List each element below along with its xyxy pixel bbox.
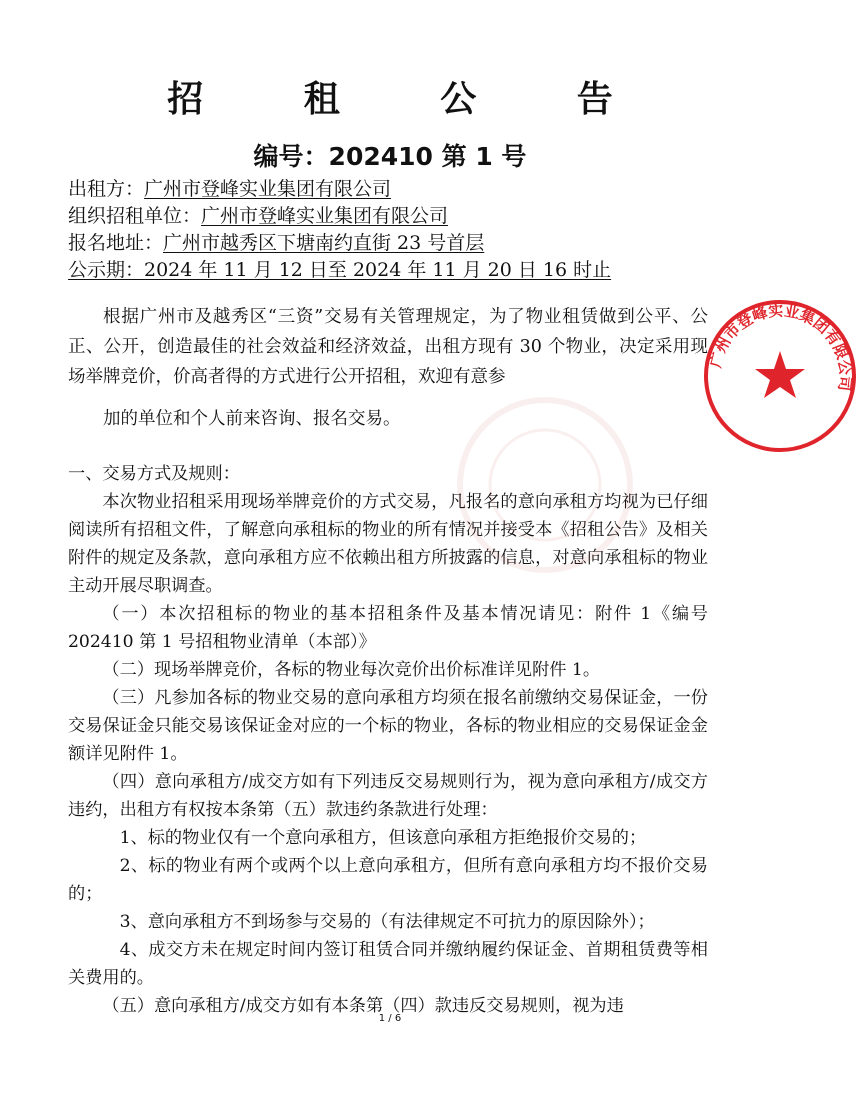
address-value: 广州市越秀区下塘南约直街 23 号首层 (163, 232, 485, 254)
organizer-label: 组织招租单位： (68, 205, 202, 227)
address-label: 报名地址： (68, 232, 164, 254)
seal-star (755, 351, 805, 398)
rule-item-1: 1、标的物业仅有一个意向承租方，但该意向承租方拒绝报价交易的； (119, 828, 647, 848)
organizer-value: 广州市登峰实业集团有限公司 (201, 205, 449, 227)
publicity-value: 公示期：2024 年 11 月 12 日至 2024 年 11 月 20 日 16 时止 (68, 259, 612, 281)
rule-item-2: 2、标的物业有两个或两个以上意向承租方，但所有意向承租方均不报价交易的； (68, 856, 708, 904)
section-1-paragraph-5: （四）意向承租方/成交方如有下列违反交易规则行为，视为意向承租方/成交方违约，出租方有权按本条第（五）款违约条款进行处理： (68, 772, 708, 820)
section-1-paragraph-4: （三）凡参加各标的物业交易的意向承租方均须在报名前缴纳交易保证金，一份交易保证金只能交易该保证金对应的一个标的物业，各标的物业相应的交易保证金金额详见附件 1。 (68, 688, 708, 764)
lessor-label: 出租方： (68, 178, 145, 200)
intro-paragraph-1: 根据广州市及越秀区“三资”交易有关管理规定，为了物业租赁做到公平、公正、公开，创造最佳的社会效益和经济效益，出租方现有 30 个物业，决定采用现场举牌竞价，价高者得的方式进行公开招租，欢迎有意参 (68, 307, 708, 387)
page-number: 1 / 6 (378, 1013, 402, 1024)
header-info (68, 176, 708, 284)
publicity-line (68, 257, 708, 284)
watermark-seal-icon (450, 390, 640, 580)
section-1-paragraph-6: （五）意向承租方/成交方如有本条第（四）款违反交易规则，视为违 (102, 996, 624, 1016)
lessor-line (68, 176, 708, 203)
company-seal-icon (700, 296, 860, 456)
lessor-value: 广州市登峰实业集团有限公司 (144, 178, 392, 200)
seal-text: 广州市登峰实业集团有限公司 (706, 301, 855, 393)
section-1-paragraph-1: 本次物业招租采用现场举牌竞价的方式交易，凡报名的意向承租方均视为已仔细阅读所有招租文件，了解意向承租标的物业的所有情况并接受本《招租公告》及相关附件的规定及条款，意向承租方应不依赖出租方所披露的信息，对意向承租标的物业主动开展尽职调查。 (68, 492, 708, 596)
document-number: 编号：202410 第 1 号 (253, 142, 527, 171)
section-1-paragraph-3: （二）现场举牌竞价，各标的物业每次竞价出价标准详见附件 1。 (102, 660, 601, 680)
organizer-line (68, 203, 708, 230)
rule-item-4: 4、成交方未在规定时间内签订租赁合同并缴纳履约保证金、首期租赁费等相关费用的。 (68, 940, 708, 988)
intro-paragraph-2: 加的单位和个人前来咨询、报名交易。 (103, 409, 401, 429)
document-title: 招 租 公 告 (167, 79, 657, 120)
section-1-paragraph-2: （一）本次招租标的物业的基本招租条件及基本情况请见：附件 1《编号 202410 第 1 号招租物业清单（本部）》 (68, 604, 708, 652)
rule-item-3: 3、意向承租方不到场参与交易的（有法律规定不可抗力的原因除外）； (119, 912, 655, 932)
section-1-heading: 一、交易方式及规则： (68, 464, 240, 484)
address-line (68, 230, 708, 257)
